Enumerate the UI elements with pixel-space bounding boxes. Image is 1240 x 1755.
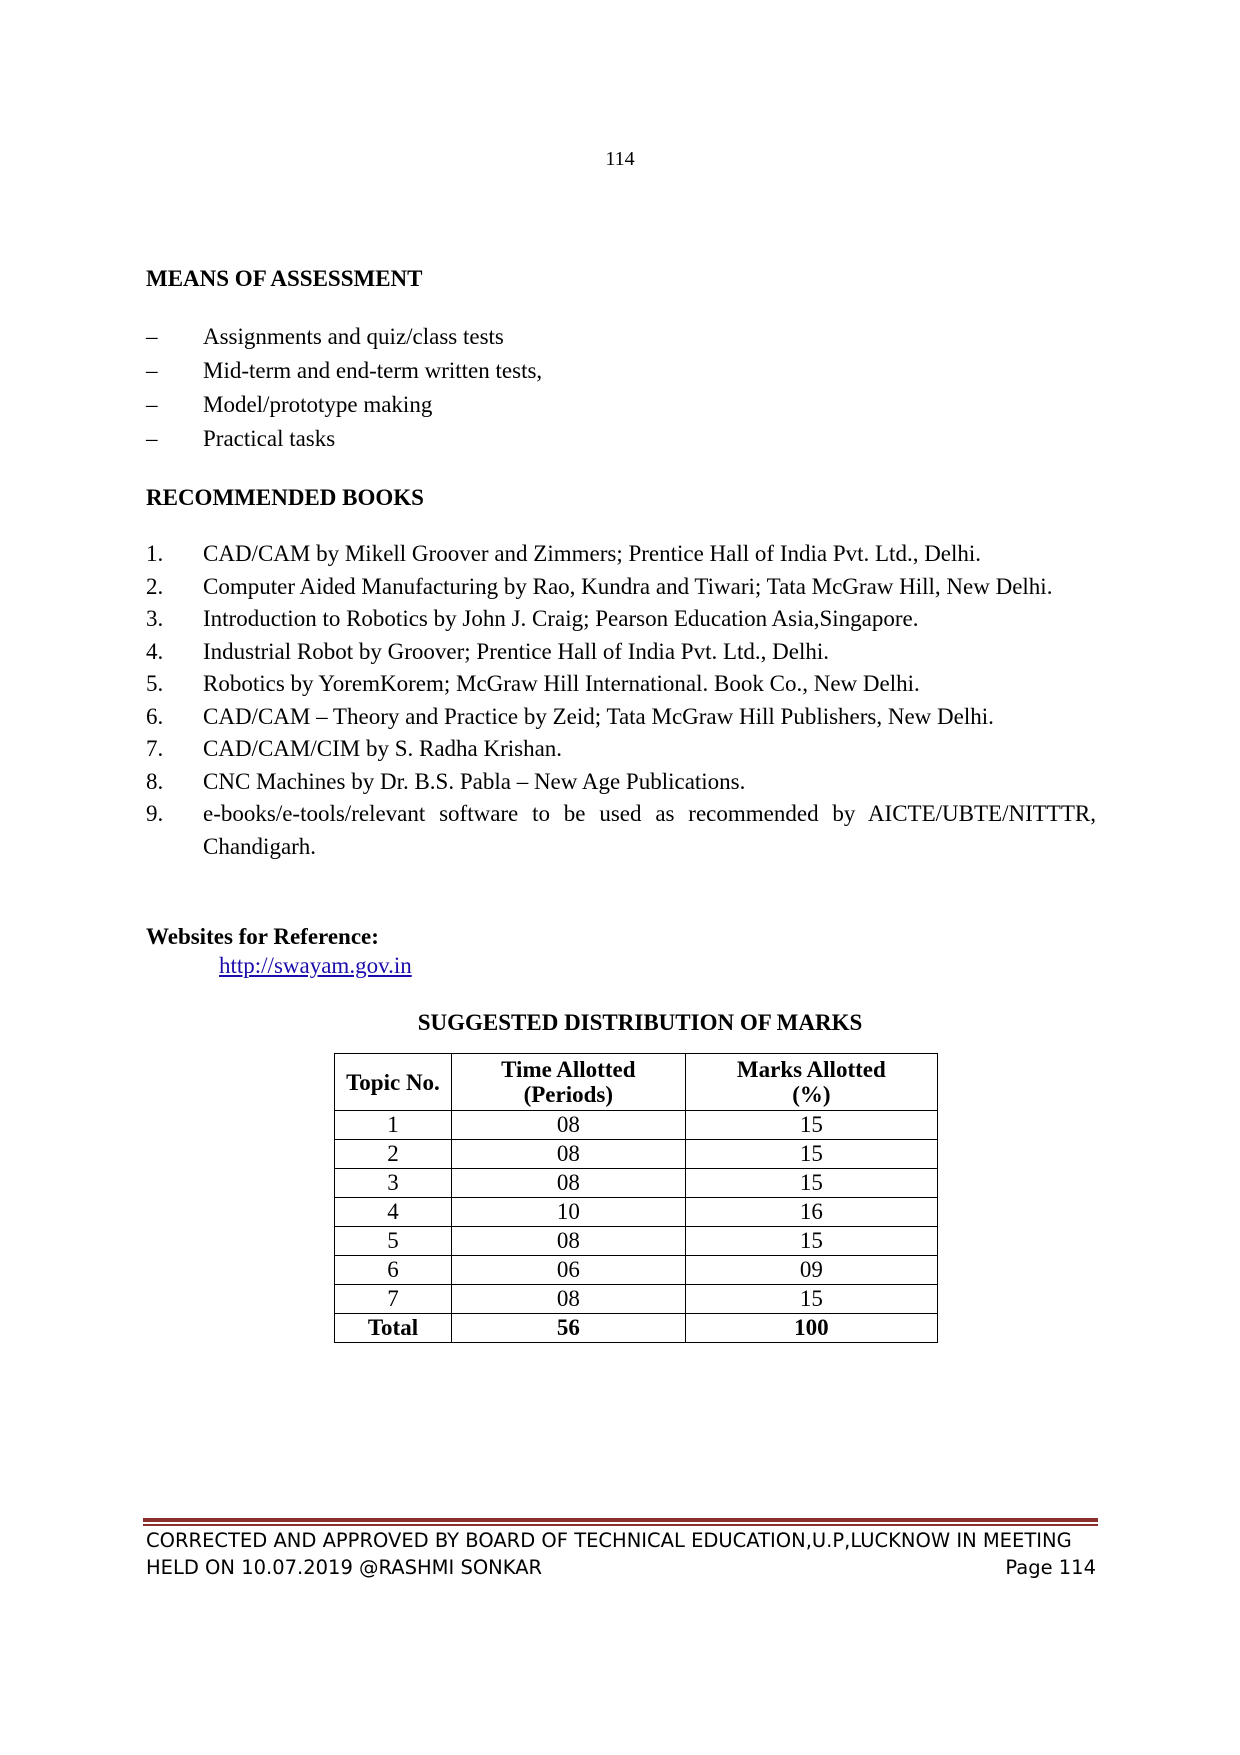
table-cell: 08 [451,1285,685,1314]
table-cell: 16 [685,1198,937,1227]
table-cell: Total [335,1314,452,1343]
list-item [146,701,1096,734]
assessment-list [146,320,1096,456]
table-total-row [335,1314,938,1343]
table-cell: 15 [685,1285,937,1314]
list-item [146,571,1096,604]
list-item [146,354,1096,388]
list-item [146,320,1096,354]
list-item-text: Model/prototype making [203,392,433,417]
list-item [146,766,1096,799]
swayam-link[interactable]: http://swayam.gov.in [219,953,412,978]
table-cell: 56 [451,1314,685,1343]
recommended-books-heading: RECOMMENDED BOOKS [146,485,424,510]
footer-line: HELD ON 10.07.2019 @RASHMI SONKAR [146,1556,543,1579]
column-header-topic [335,1054,452,1111]
list-item-text: Introduction to Robotics by John J. Craig; Pearson Education Asia,Singapore. [203,606,919,631]
marks-table-title: SUGGESTED DISTRIBUTION OF MARKS [417,1010,863,1035]
list-bullet: – [146,324,158,349]
list-number: 3. [146,606,164,631]
column-header-time [451,1054,685,1111]
list-bullet: – [146,426,158,451]
page-number: 114 [605,148,635,170]
table-cell: 08 [451,1140,685,1169]
table-row [335,1285,938,1314]
list-item [146,636,1096,669]
table-row [335,1169,938,1198]
list-number: 4. [146,638,164,664]
list-number: 5. [146,671,164,696]
table-row [335,1227,938,1256]
table-cell: 15 [685,1111,937,1140]
table-cell: 15 [685,1227,937,1256]
table-cell: 08 [451,1169,685,1198]
table-cell: 10 [451,1198,685,1227]
list-item [146,388,1096,422]
table-row [335,1256,938,1285]
footer-divider [143,1518,1098,1522]
table-cell: 08 [451,1227,685,1256]
list-bullet: – [146,392,158,417]
list-item-text: CAD/CAM by Mikell Groover and Zimmers; Prentice Hall of India Pvt. Ltd., Delhi. [203,541,982,566]
header-line: Marks Allotted [736,1057,886,1082]
list-item-text: e-books/e-tools/relevant software to be used as recommended by AICTE/UBTE/NITTTR, Chandigarh. [203,801,1096,859]
list-number: 7. [146,736,164,761]
means-of-assessment-heading: MEANS OF ASSESSMENT [146,266,423,291]
list-number: 6. [146,703,164,729]
list-item-text: Mid-term and end-term written tests, [203,358,543,383]
list-number: 8. [146,768,164,794]
table-cell: 5 [335,1227,452,1256]
table-cell: 6 [335,1256,452,1285]
table-row [335,1140,938,1169]
list-item [146,668,1096,701]
list-bullet: – [146,358,158,383]
list-item-text: Robotics by YoremKorem; McGraw Hill International. Book Co., New Delhi. [203,671,920,696]
table-cell: 06 [451,1256,685,1285]
list-item-text: Computer Aided Manufacturing by Rao, Kundra and Tiwari; Tata McGraw Hill, New Delhi. [203,573,1053,599]
table-cell: 1 [335,1111,452,1140]
header-line: Time Allotted [501,1057,636,1082]
list-item [146,603,1096,636]
list-item [146,798,1096,863]
footer-divider [143,1524,1098,1526]
table-cell: 100 [685,1314,937,1343]
page-footer [146,1527,1096,1581]
list-item-text: CAD/CAM/CIM by S. Radha Krishan. [203,736,563,761]
list-item [146,422,1096,456]
websites-heading: Websites for Reference: [146,924,379,949]
table-cell: 09 [685,1256,937,1285]
table-row [335,1111,938,1140]
footer-line: CORRECTED AND APPROVED BY BOARD OF TECHNICAL EDUCATION,U.P,LUCKNOW IN MEETING [146,1529,1072,1552]
list-item-text: Assignments and quiz/class tests [203,324,504,349]
list-number: 1. [146,541,164,566]
table-cell: 15 [685,1169,937,1198]
books-list [146,538,1096,863]
list-item-text: CNC Machines by Dr. B.S. Pabla – New Age Publications. [203,768,746,794]
list-number: 9. [146,801,164,826]
list-item-text: Industrial Robot by Groover; Prentice Hall of India Pvt. Ltd., Delhi. [203,638,829,664]
list-number: 2. [146,573,164,599]
table-cell: 2 [335,1140,452,1169]
table-cell: 7 [335,1285,452,1314]
table-cell: 3 [335,1169,452,1198]
table-cell: 4 [335,1198,452,1227]
list-item [146,733,1096,766]
footer-page-label: Page 114 [1005,1556,1096,1579]
table-row [335,1198,938,1227]
marks-distribution-table [334,1053,938,1343]
table-header-row [335,1054,938,1111]
header-line: Topic No. [346,1069,440,1095]
header-line: (%) [792,1082,831,1107]
table-cell: 08 [451,1111,685,1140]
list-item-text: Practical tasks [203,426,336,451]
table-cell: 15 [685,1140,937,1169]
header-line: (Periods) [523,1082,614,1107]
list-item-text: CAD/CAM – Theory and Practice by Zeid; Tata McGraw Hill Publishers, New Delhi. [203,703,994,729]
list-item [146,538,1096,571]
column-header-marks [685,1054,937,1111]
